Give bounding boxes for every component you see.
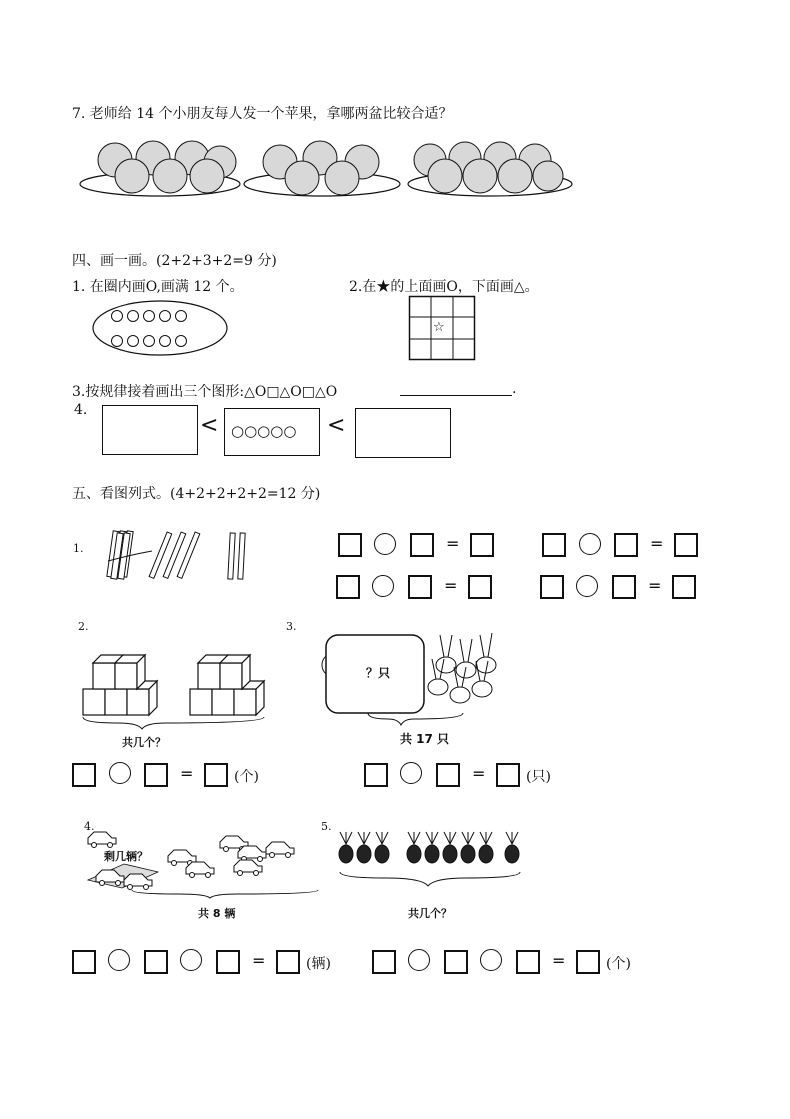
rabbits-illustration [318,625,508,725]
q1-eq3-box1[interactable] [336,575,360,599]
q3-eq-equals: = [472,764,486,783]
q3-unit: (只) [526,769,551,785]
q4-caption: 共 8 辆 [198,907,236,920]
q5-eq-op2[interactable] [480,949,502,971]
q1-eq1-result[interactable] [470,533,494,557]
q5-unit: (个) [606,956,631,972]
section5-q2-label: 2. [78,620,89,633]
q3-answer-line[interactable] [400,395,512,396]
q1-eq2-result[interactable] [674,533,698,557]
section4-title: 四、画一画。(2+2+3+2=9 分) [72,253,277,269]
section4-q2-text: 2.在★的上面画O，下面画△。 [349,279,539,295]
q4-eq-op2[interactable] [180,949,202,971]
q1-eq4-equals: = [648,576,662,595]
q2-eq-op[interactable] [109,762,131,784]
q3-period: . [512,381,517,397]
q4-unit: (辆) [306,956,331,972]
q1-eq2-box1[interactable] [542,533,566,557]
q3-eq-op[interactable] [400,762,422,784]
q2-eq-box1[interactable] [72,763,96,787]
q5-eq-result[interactable] [576,950,600,974]
q1-eq1-equals: = [446,534,460,553]
section5-q3-label: 3. [286,620,297,633]
q7-text: 7. 老师给 14 个小朋友每人发一个苹果，拿哪两盆比较合适？ [72,106,453,122]
q1-eq1-box2[interactable] [410,533,434,557]
q1-eq3-box2[interactable] [408,575,432,599]
q3-box-label: ？只 [366,666,391,680]
q1-eq1-box1[interactable] [338,533,362,557]
q3-eq-box2[interactable] [436,763,460,787]
star-icon: ☆ [433,320,445,335]
section5-q5-label: 5. [321,820,332,833]
q4-eq-result[interactable] [276,950,300,974]
less-than-sign-1: < [200,413,219,438]
middle-circles: ○○○○○ [231,422,297,440]
compare-box-middle [224,408,320,456]
q4-eq-equals: = [252,951,266,970]
section4-q1-text: 1. 在圈内画O,画满 12 个。 [72,279,244,295]
q3-eq-box1[interactable] [364,763,388,787]
q5-eq-op1[interactable] [408,949,430,971]
oval-drawing-area[interactable] [92,300,228,356]
sticks-illustration [100,525,250,585]
q5-eq-equals: = [552,951,566,970]
compare-box-right[interactable] [355,408,451,458]
section4-q3-text: 3.按规律接着画出三个图形:△O□△O□△O [72,384,338,400]
q4-eq-box1[interactable] [72,950,96,974]
q5-eq-box1[interactable] [372,950,396,974]
section5-q4-label: 4. [84,820,95,833]
q5-eq-box2[interactable] [444,950,468,974]
q1-eq2-equals: = [650,534,664,553]
q4-eq-box2[interactable] [144,950,168,974]
q2-eq-box2[interactable] [144,763,168,787]
q4-question: 剩几辆？ [104,850,148,863]
q2-unit: (个) [234,769,259,785]
q1-eq4-box1[interactable] [540,575,564,599]
cars-illustration [88,828,323,898]
q1-eq2-op[interactable] [579,533,601,555]
q4-eq-op1[interactable] [108,949,130,971]
q1-eq3-result[interactable] [468,575,492,599]
q4-eq-box3[interactable] [216,950,240,974]
section4-q4-label: 4. [74,402,88,418]
q5-eq-box3[interactable] [516,950,540,974]
q1-eq4-result[interactable] [672,575,696,599]
less-than-sign-2: < [327,413,346,438]
q3-eq-result[interactable] [496,763,520,787]
q1-eq1-op[interactable] [374,533,396,555]
q1-eq4-box2[interactable] [612,575,636,599]
section5-title: 五、看图列式。(4+2+2+2+2=12 分) [72,486,321,502]
cubes-illustration [78,645,278,730]
q2-eq-equals: = [180,764,194,783]
q5-caption: 共几个？ [408,907,452,920]
q2-caption: 共几个？ [122,736,166,749]
q1-eq3-op[interactable] [372,575,394,597]
q1-eq2-box2[interactable] [614,533,638,557]
section5-q1-label: 1. [73,542,84,555]
orange-plate-illustration [80,138,575,200]
radishes-illustration [336,832,526,894]
compare-box-left[interactable] [102,405,198,455]
q1-eq3-equals: = [444,576,458,595]
q2-eq-result[interactable] [204,763,228,787]
q1-eq4-op[interactable] [576,575,598,597]
q3-caption: 共 17 只 [400,732,450,746]
